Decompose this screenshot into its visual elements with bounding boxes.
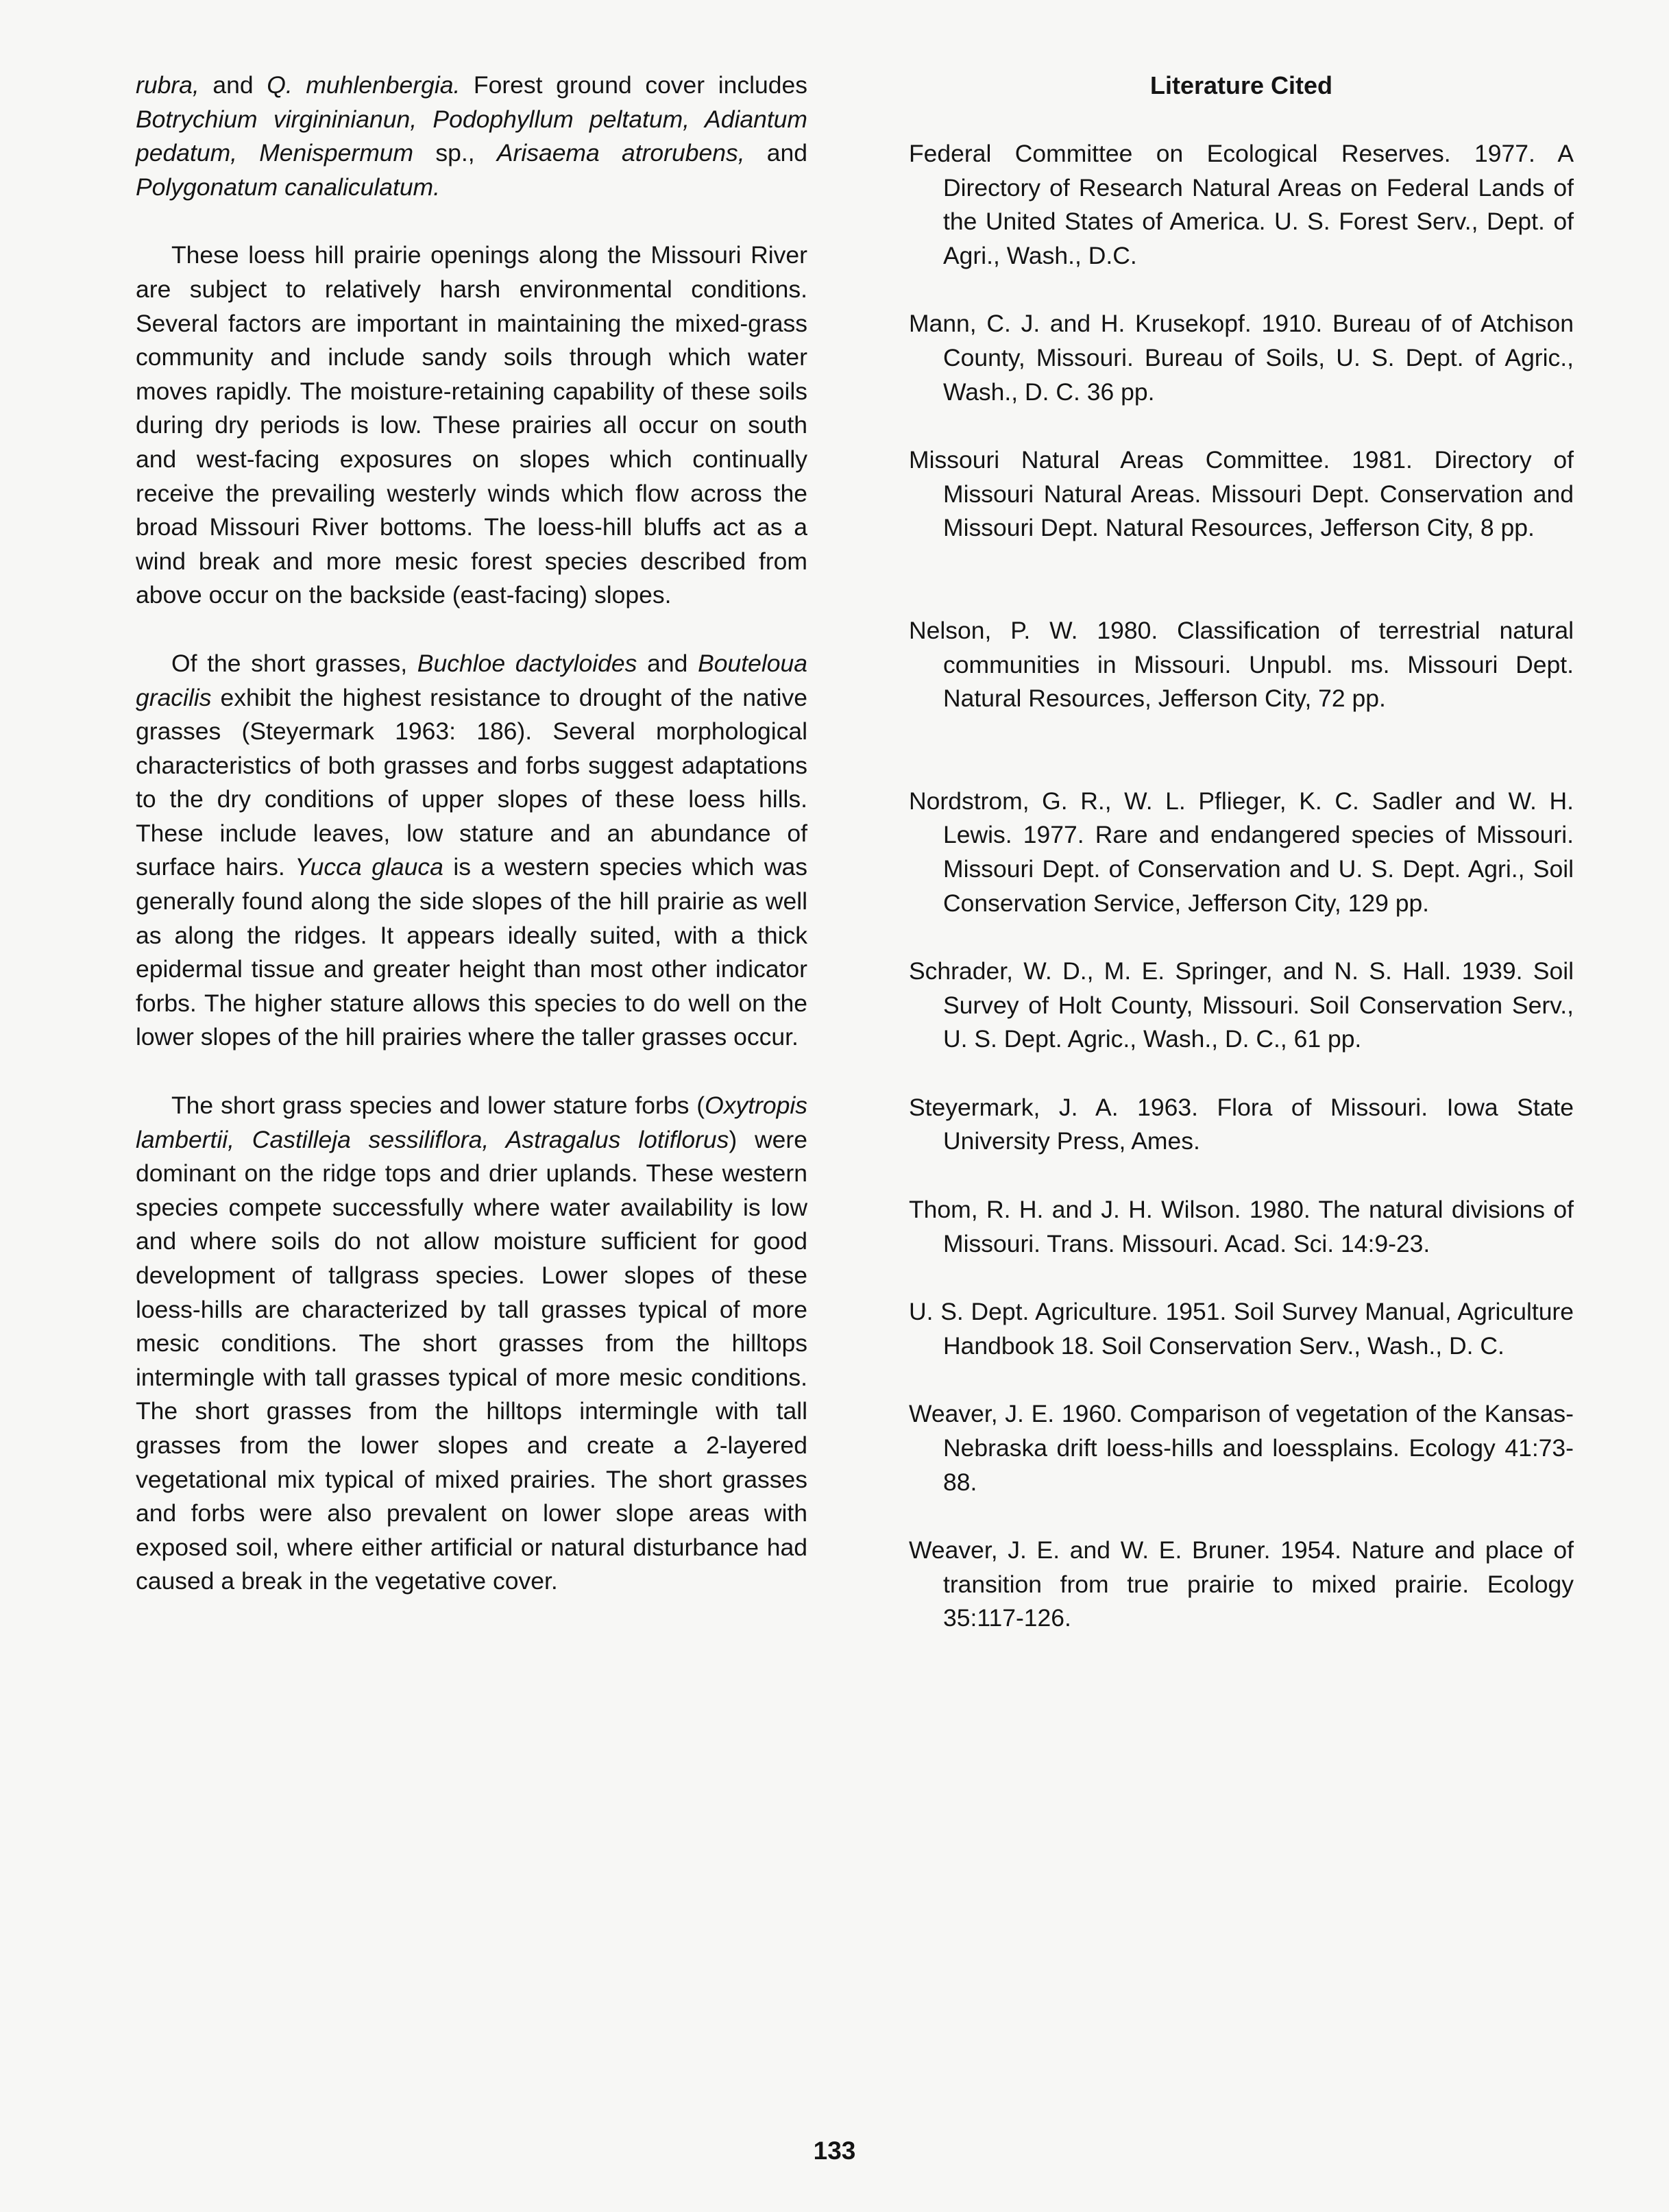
- text-run: is a western species which was generally found along the side slopes of the hill prairie as well as along the ridges. It appears ideally suited, with a thick epidermal tissue and greater height than most other indicator forbs. The higher stature allows this species to do well on the lower slopes of the hill prairies where the taller grasses occur.: [136, 853, 807, 1051]
- paragraph-forbs-dominance: [136, 1089, 807, 1599]
- reference-entry: Schrader, W. D., M. E. Springer, and N. S. Hall. 1939. Soil Survey of Holt County, Missouri. Soil Conservation Serv., U. S. Dept. Agric., Wash., D. C., 61 pp.: [909, 957, 1574, 1053]
- italic-text-run: Q. muhlenbergia.: [267, 71, 461, 99]
- literature-cited-heading: Literature Cited: [1149, 71, 1333, 99]
- italic-text-run: Oxytropis lambertii, Castilleja sessiliflora, Astragalus lotiflorus: [136, 1092, 807, 1153]
- right-column: [909, 69, 1574, 1636]
- paragraph-short-grasses: [136, 647, 807, 1055]
- italic-text-run: Buchloe dactyloides: [417, 649, 637, 677]
- italic-text-run: Botrychium virgininianun, Podophyllum peltatum, Adiantum pedatum, Menispermum: [136, 105, 807, 167]
- left-column: [136, 69, 807, 1599]
- text-run: Of the short grasses,: [171, 649, 417, 677]
- text-run: exhibit the highest resistance to drought of the native grasses (Steyermark 1963: 186). Several morphological characteristics of both grasses and forbs suggest adaptations to the dry conditions of upper slopes of these loess hills. These include leaves, low stature and an abundance of surface hairs.: [136, 683, 807, 881]
- text-run: and: [637, 649, 698, 677]
- page-number: 133: [813, 2137, 856, 2165]
- reference-entry: Steyermark, J. A. 1963. Flora of Missouri. Iowa State University Press, Ames.: [909, 1093, 1574, 1155]
- italic-text-run: Yucca glauca: [295, 853, 443, 881]
- reference-entry: Mann, C. J. and H. Krusekopf. 1910. Bureau of of Atchison County, Missouri. Bureau of Soils, U. S. Dept. of Agric., Wash., D. C. 36 pp.: [909, 310, 1574, 406]
- text-run: The short grass species and lower stature forbs (: [171, 1092, 705, 1120]
- text-run: and: [199, 71, 267, 99]
- italic-text-run: Arisaema atrorubens,: [496, 139, 745, 167]
- reference-entry: U. S. Dept. Agriculture. 1951. Soil Survey Manual, Agriculture Handbook 18. Soil Conservation Serv., Wash., D. C.: [909, 1298, 1574, 1360]
- reference-entry: Nordstrom, G. R., W. L. Pflieger, K. C. Sadler and W. H. Lewis. 1977. Rare and endangered species of Missouri. Missouri Dept. of Conservation and U. S. Dept. Agri., Soil Conservation Service, Jefferson City, 129 pp.: [909, 787, 1574, 917]
- reference-entry: Federal Committee on Ecological Reserves. 1977. A Directory of Research Natural Areas on Federal Lands of the United States of America. U. S. Forest Serv., Dept. of Agri., Wash., D.C.: [909, 140, 1574, 269]
- reference-entry: Missouri Natural Areas Committee. 1981. Directory of Missouri Natural Areas. Missouri Dept. Conservation and Missouri Dept. Natural Resources, Jefferson City, 8 pp.: [909, 446, 1574, 542]
- paragraph-loess-hill-conditions: These loess hill prairie openings along the Missouri River are subject to relatively harsh environmental conditions. Several factors are important in maintaining the mixed-grass community and include sandy soils through which water moves rapidly. The moisture-retaining capability of these soils during dry periods is low. These prairies all occur on south and west-facing exposures on slopes which continually receive the prevailing westerly winds which flow across the broad Missouri River bottoms. The loess-hill bluffs act as a wind break and more mesic forest species described from above occur on the backside (east-facing) slopes.: [136, 241, 807, 609]
- italic-text-run: Polygonatum canaliculatum.: [136, 173, 440, 201]
- paragraph-forest-cover: [136, 69, 807, 204]
- italic-text-run: Bouteloua gracilis: [136, 649, 807, 711]
- text-run: sp.,: [413, 139, 497, 167]
- text-run: ) were dominant on the ridge tops and drier uplands. These western species compete successfully where water availability is low and where soils do not allow moisture sufficient for good development of tallgrass species. Lower slopes of these loess-hills are characterized by tall grasses typical of more mesic conditions. The short grasses from the hilltops intermingle with tall grasses typical of more mesic conditions. The short grasses from the hilltops intermingle with tall grasses from the lower slopes and create a 2-layered vegetational mix typical of mixed prairies. The short grasses and forbs were also prevalent on lower slope areas with exposed soil, where either artificial or natural disturbance had caused a break in the vegetative cover.: [136, 1125, 807, 1595]
- reference-entry: Weaver, J. E. and W. E. Bruner. 1954. Nature and place of transition from true prairie to mixed prairie. Ecology 35:117-126.: [909, 1536, 1574, 1632]
- reference-entry: Thom, R. H. and J. H. Wilson. 1980. The natural divisions of Missouri. Trans. Missouri. Acad. Sci. 14:9-23.: [909, 1196, 1574, 1257]
- reference-entry: Nelson, P. W. 1980. Classification of terrestrial natural communities in Missouri. Unpubl. ms. Missouri Dept. Natural Resources, Jefferson City, 72 pp.: [909, 616, 1574, 713]
- text-run: Forest ground cover includes: [460, 71, 807, 99]
- italic-text-run: rubra,: [136, 71, 199, 99]
- reference-entry: Weaver, J. E. 1960. Comparison of vegetation of the Kansas-Nebraska drift loess-hills and loessplains. Ecology 41:73-88.: [909, 1400, 1574, 1496]
- text-run: and: [744, 139, 808, 167]
